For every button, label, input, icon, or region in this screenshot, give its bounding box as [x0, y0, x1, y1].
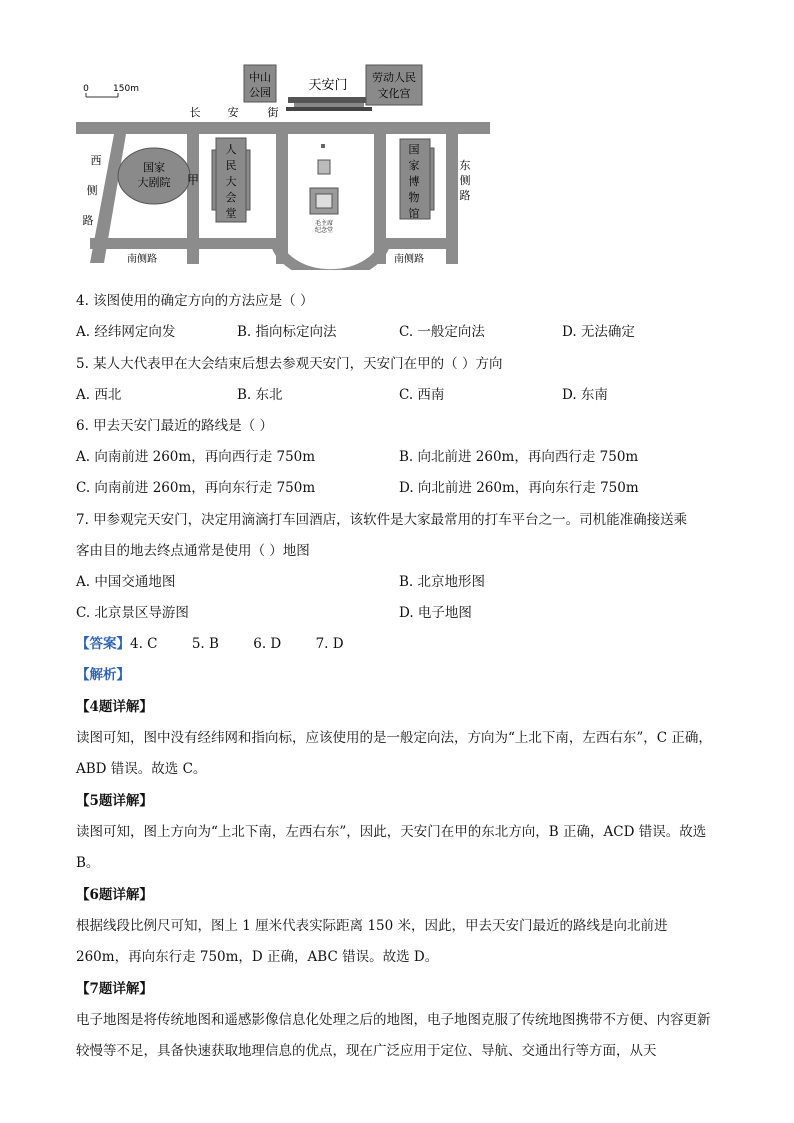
theater-label-1: 国家: [143, 161, 165, 174]
zhongshan-label-2: 公园: [249, 86, 271, 99]
museum-char-3: 博: [408, 175, 420, 188]
theater-label-2: 大剧院: [137, 176, 171, 189]
question-6-stem: 6. 甲去天安门最近的路线是（ ）: [76, 418, 273, 434]
q4-option-a: A. 经纬网定向发: [76, 324, 176, 340]
changan-char-3: 街: [267, 106, 279, 119]
hall-char-5: 堂: [225, 207, 237, 220]
analysis-tag: 【解析】: [76, 667, 130, 683]
q7-option-a: A. 中国交通地图: [76, 574, 176, 590]
east-road-char-3: 路: [459, 189, 471, 202]
south-road-left-label: 南侧路: [127, 254, 157, 265]
question-7-stem-line1: 7. 甲参观完天安门，决定用滴滴打车回酒店，该软件是大家最常用的打车平台之一。司机能准确接送乘: [76, 512, 688, 528]
q6-option-c: C. 向南前进 260m，再向东行走 750m: [76, 480, 316, 496]
q6-option-b: B. 向北前进 260m，再向西行走 750m: [399, 449, 639, 465]
question-5-stem: 5. 某人大代表甲在大会结束后想去参观天安门，天安门在甲的（ ）方向: [76, 356, 503, 372]
museum-char-5: 馆: [408, 207, 420, 220]
west-road-char-2: 侧: [86, 184, 98, 197]
q4-option-b: B. 指向标定向法: [237, 324, 337, 340]
jia-marker: 甲: [186, 173, 200, 187]
answer-values: 4. C 5. B 6. D 7. D: [130, 636, 344, 652]
scale-end-label: 150m: [113, 84, 139, 94]
scale-zero-label: 0: [83, 84, 89, 94]
q6-option-a: A. 向南前进 260m，再向西行走 750m: [76, 449, 316, 465]
tiananmen-gate-icon: [286, 97, 372, 111]
mausoleum-label-1: 毛主席: [314, 220, 334, 227]
q7-option-d: D. 电子地图: [399, 605, 472, 621]
labor-label-2: 文化宫: [377, 87, 411, 100]
hall-char-4: 会: [225, 191, 237, 204]
south-road-right-label: 南侧路: [394, 254, 424, 265]
mausoleum-label-2: 纪念堂: [314, 227, 334, 234]
south-arc-road: [275, 240, 386, 270]
q6-option-d: D. 向北前进 260m，再向东行走 750m: [399, 480, 639, 496]
changan-char-1: 长: [189, 106, 201, 119]
answer-line: [76, 634, 344, 654]
hall-char-2: 民: [225, 159, 237, 172]
tiananmen-label: 天安门: [308, 78, 348, 93]
east-road-char-2: 侧: [459, 174, 471, 187]
q4-option-d: D. 无法确定: [562, 324, 635, 340]
question-4-stem: 4. 该图使用的确定方向的方法应是（ ）: [76, 293, 314, 309]
detail-5-text: 读图可知，图上方向为“上北下南，左西右东”，因此，天安门在甲的东北方向，B 正确，ACD 错误。故选 B。: [76, 824, 707, 871]
west-road-char-3: 路: [82, 214, 94, 227]
hall-char-3: 大: [225, 175, 237, 188]
detail-7-text: 电子地图是将传统地图和遥感影像信息化处理之后的地图，电子地图克服了传统地图携带不方便、内容更新较慢等不足，具备快速获取地理信息的优点，现在广泛应用于定位、导航、交通出行等方面，从天: [76, 1012, 711, 1059]
q7-option-b: B. 北京地形图: [399, 574, 486, 590]
monument-block: [318, 160, 330, 174]
changan-char-2: 安: [227, 106, 239, 119]
question-7-stem-line2: 客由目的地去终点通常是使用（ ）地图: [76, 543, 310, 559]
zhongshan-label-1: 中山: [249, 71, 271, 84]
museum-char-4: 物: [408, 191, 420, 204]
detail-6-text: 根据线段比例尺可知，图上 1 厘米代表实际距离 150 米，因此，甲去天安门最近的路线是向北前进 260m，再向东行走 750m，D 正确，ABC 错误。故选 D。: [76, 918, 668, 965]
detail-4-title: 【4题详解】: [76, 699, 153, 715]
hall-char-1: 人: [225, 143, 237, 156]
q7-option-c: C. 北京景区导游图: [76, 605, 189, 621]
detail-6-title: 【6题详解】: [76, 887, 153, 903]
mausoleum-block: [310, 188, 338, 214]
detail-4-text: 读图可知，图中没有经纬网和指向标，应该使用的是一般定向法，方向为“上北下南，左西右东”，C 正确，ABD 错误。故选 C。: [76, 730, 712, 777]
east-road-char-1: 东: [459, 159, 471, 172]
scale-bar: [83, 84, 139, 97]
labor-label-1: 劳动人民: [372, 71, 416, 84]
flag-marker: [321, 144, 325, 148]
detail-5-title: 【5题详解】: [76, 793, 153, 809]
q5-option-a: A. 西北: [76, 387, 122, 403]
west-road-char-1: 西: [90, 154, 102, 167]
q5-option-c: C. 西南: [399, 387, 445, 403]
detail-7-title: 【7题详解】: [76, 981, 153, 997]
q5-option-d: D. 东南: [562, 387, 608, 403]
tiananmen-area-map: [72, 60, 502, 270]
q5-option-b: B. 东北: [237, 387, 283, 403]
museum-char-1: 国: [408, 143, 420, 156]
museum-char-2: 家: [408, 159, 420, 172]
q4-option-c: C. 一般定向法: [399, 324, 485, 340]
answer-tag: 【答案】: [76, 636, 130, 652]
